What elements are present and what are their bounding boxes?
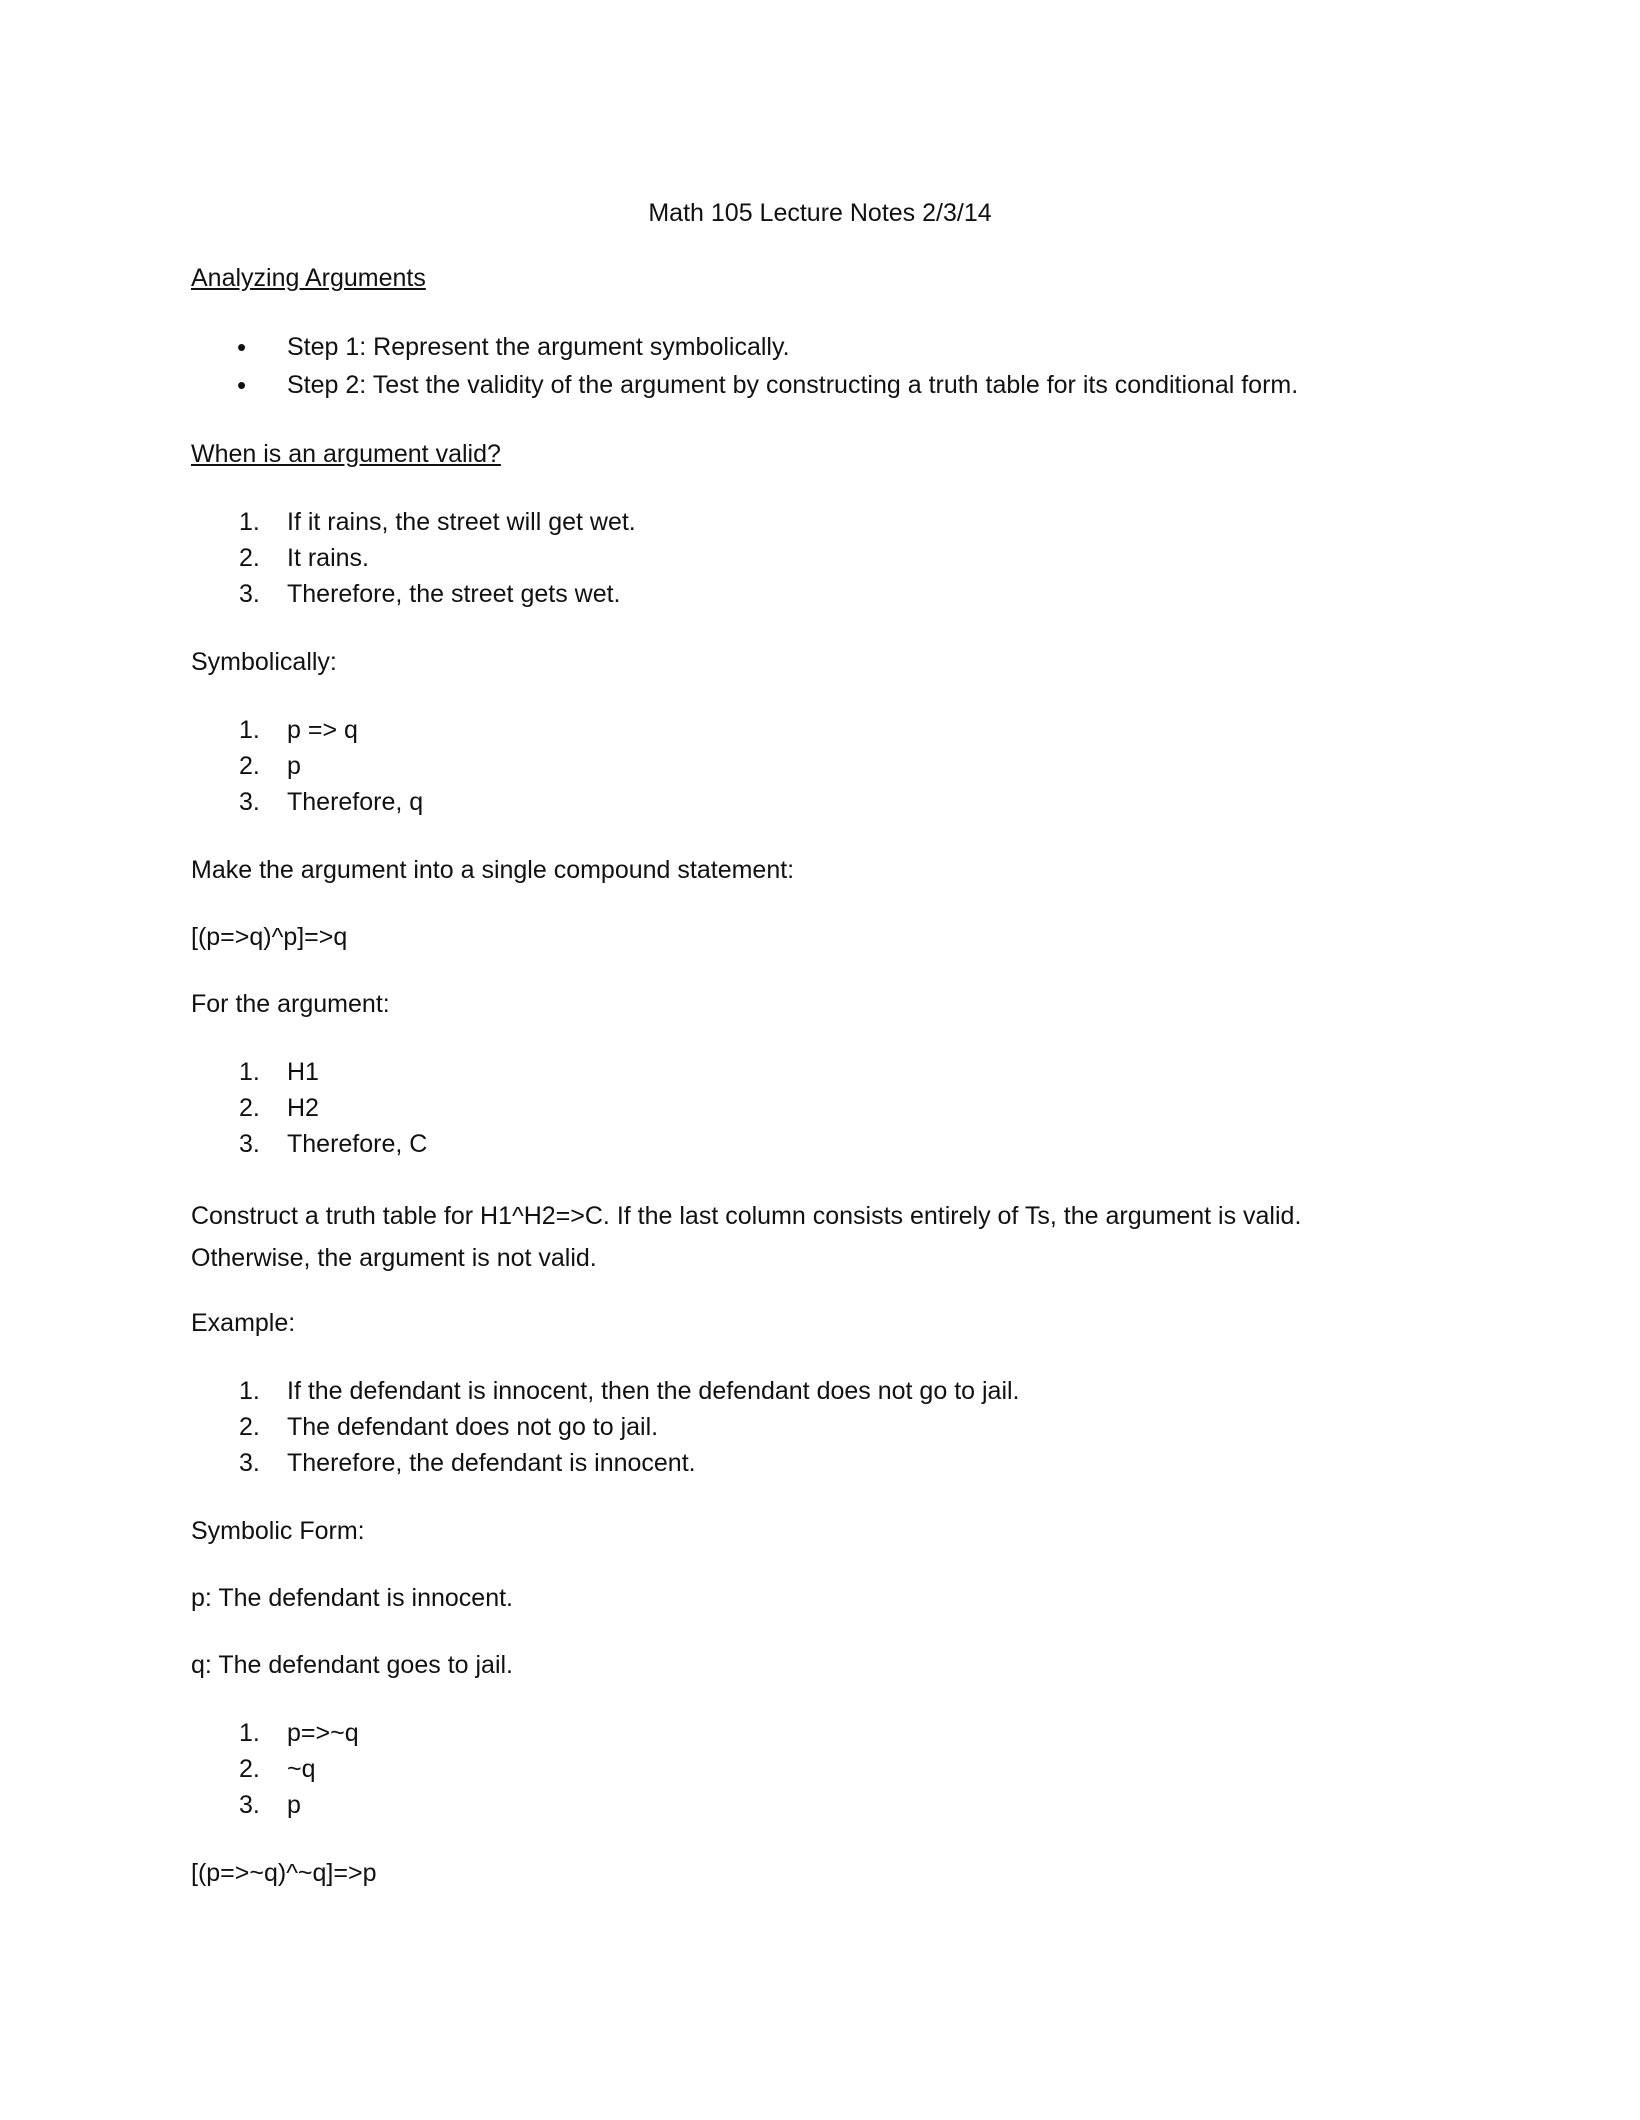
q-definition: q: The defendant goes to jail. <box>191 1651 513 1679</box>
list-item: 1. H1 <box>191 1054 1491 1090</box>
list-item: 1. p=>~q <box>191 1715 1491 1751</box>
list-item: 1. If it rains, the street will get wet. <box>191 504 1491 540</box>
document-body <box>191 261 1491 1923</box>
for-argument-label: For the argument: <box>191 990 390 1018</box>
construct-paragraph <box>191 1195 1491 1279</box>
steps-list <box>191 328 1491 404</box>
bullet-icon: • <box>237 370 247 400</box>
list-number: 3. <box>239 1130 260 1158</box>
construct-line-2: Otherwise, the argument is not valid. <box>191 1244 597 1272</box>
list-item: 2. H2 <box>191 1090 1491 1126</box>
list-number: 1. <box>239 1058 260 1086</box>
list-number: 1. <box>239 1719 260 1747</box>
list-item: 2. The defendant does not go to jail. <box>191 1409 1491 1445</box>
example-symbolic-list <box>191 1715 1491 1823</box>
list-number: 2. <box>239 1755 260 1783</box>
list-number: 2. <box>239 544 260 572</box>
general-argument-list <box>191 1054 1491 1162</box>
list-number: 2. <box>239 752 260 780</box>
rain-argument-list <box>191 504 1491 612</box>
list-number: 1. <box>239 716 260 744</box>
list-item: 2. ~q <box>191 1751 1491 1787</box>
list-item: 2. It rains. <box>191 540 1491 576</box>
list-number: 3. <box>239 1449 260 1477</box>
symbolic-form-label: Symbolic Form: <box>191 1517 365 1545</box>
example-label: Example: <box>191 1309 296 1337</box>
list-item: • Step 2: Test the validity of the argument by constructing a truth table for its conditional form. <box>191 366 1491 404</box>
p-definition: p: The defendant is innocent. <box>191 1584 513 1612</box>
list-item: 3. Therefore, q <box>191 784 1491 820</box>
list-number: 2. <box>239 1094 260 1122</box>
list-number: 3. <box>239 1791 260 1819</box>
list-item: 3. Therefore, C <box>191 1126 1491 1162</box>
list-item: • Step 1: Represent the argument symbolically. <box>191 328 1491 366</box>
symbolic-list <box>191 712 1491 820</box>
document-title: Math 105 Lecture Notes 2/3/14 <box>648 199 992 227</box>
list-item: 3. Therefore, the street gets wet. <box>191 576 1491 612</box>
list-number: 3. <box>239 788 260 816</box>
list-item: 3. Therefore, the defendant is innocent. <box>191 1445 1491 1481</box>
heading-when-valid: When is an argument valid? <box>191 440 501 468</box>
construct-line-1: Construct a truth table for H1^H2=>C. If the last column consists entirely of Ts, the argument is valid. <box>191 1202 1302 1230</box>
list-number: 3. <box>239 580 260 608</box>
list-number: 1. <box>239 508 260 536</box>
heading-analyzing-arguments: Analyzing Arguments <box>191 264 426 292</box>
list-number: 1. <box>239 1377 260 1405</box>
list-item: 3. p <box>191 1787 1491 1823</box>
example-formula: [(p=>~q)^~q]=>p <box>191 1859 377 1887</box>
list-item: 1. p => q <box>191 712 1491 748</box>
compound-label: Make the argument into a single compound statement: <box>191 856 795 884</box>
list-item: 2. p <box>191 748 1491 784</box>
bullet-icon: • <box>237 332 247 362</box>
example-list <box>191 1373 1491 1481</box>
compound-formula: [(p=>q)^p]=>q <box>191 923 348 951</box>
list-item: 1. If the defendant is innocent, then the defendant does not go to jail. <box>191 1373 1491 1409</box>
symbolically-label: Symbolically: <box>191 648 337 676</box>
list-number: 2. <box>239 1413 260 1441</box>
